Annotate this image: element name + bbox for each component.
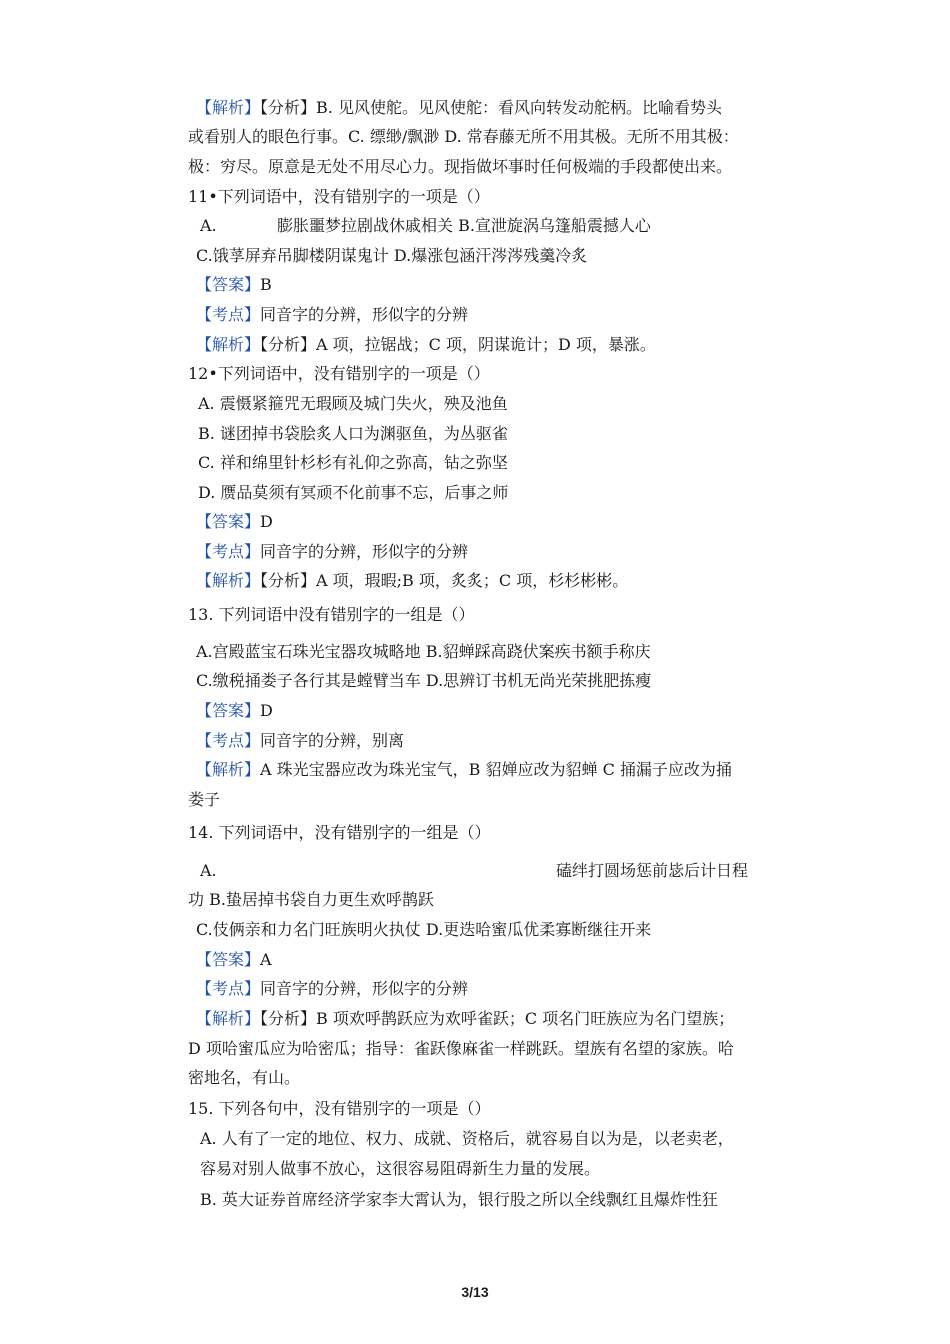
q14-analysis-line1 xyxy=(196,1008,734,1030)
answer-value: A xyxy=(260,950,272,969)
q10-analysis-line3: 极：穷尽。原意是无处不用尽心力。现指做坏事时任何极端的手段都使出来。 xyxy=(188,157,733,176)
answer-value: D xyxy=(260,512,273,531)
q13-options-cd: C.缴税捅娄子各行其是螳臂当车 D.思辨订书机无尚光荣挑肥拣瘦 xyxy=(196,671,652,690)
q13-analysis-line2: 娄子 xyxy=(188,790,221,809)
q14-option-a-b: 功 B.蛰居掉书袋自力更生欢呼鹊跃 xyxy=(188,890,434,909)
q13-analysis-line1 xyxy=(196,759,732,781)
q14-point xyxy=(196,978,468,1000)
q12-answer xyxy=(196,511,273,533)
q14-option-a-text: 磕绊打圆场惩前毖后计日程 xyxy=(556,861,749,880)
q15-option-a-line1: A. 人有了一定的地位、权力、成就、资格后，就容易自以为是，以老卖老， xyxy=(200,1129,734,1148)
analysis-text: 【分析】B. 见风使舵。见风使舵：看风向转发动舵柄。比喻看势头 xyxy=(260,98,722,117)
q11-options-cd: C.饿莩屏弃吊脚楼阴谋鬼计 D.爆涨包涵汗涔涔残羹冷炙 xyxy=(196,246,588,265)
answer-tag: 【答案】 xyxy=(196,950,261,969)
analysis-text: 【分析】A 项，拉锯战；C 项，阴谋诡计；D 项，暴涨。 xyxy=(260,335,656,354)
q12-option-a: A. 震慑紧箍咒无瑕顾及城门失火，殃及池鱼 xyxy=(198,394,508,413)
q11-analysis xyxy=(196,334,656,356)
point-text: 同音字的分辨，形似字的分辨 xyxy=(260,305,469,324)
q11-option-a-label: A. xyxy=(200,216,217,235)
q15-option-b-line1: B. 英大证券首席经济学家李大霄认为，银行股之所以全线飘红且爆炸性狂 xyxy=(200,1190,718,1209)
q13-stem: 13. 下列词语中没有错别字的一组是（） xyxy=(188,605,475,624)
q14-stem: 14. 下列词语中，没有错别字的一组是（） xyxy=(188,823,491,842)
q12-option-c: C. 祥和绵里针杉杉有礼仰之弥高，钻之弥坚 xyxy=(198,453,508,472)
q14-options-cd: C.伎俩亲和力名门旺族明火执仗 D.更迭哈蜜瓜优柔寡断继往开来 xyxy=(196,920,652,939)
answer-value: B xyxy=(260,275,272,294)
q13-answer xyxy=(196,700,273,722)
point-tag: 【考点】 xyxy=(196,731,261,750)
answer-tag: 【答案】 xyxy=(196,275,261,294)
q14-analysis-line2: D 项哈蜜瓜应为哈密瓜；指导：雀跃像麻雀一样跳跃。望族有名望的家族。哈 xyxy=(188,1039,734,1058)
q12-option-d: D. 赝品莫须有冥顽不化前事不忘，后事之师 xyxy=(198,483,509,502)
q11-options-ab: 膨胀噩梦拉剧战休戚相关 B.宣泄旋涡乌篷船震撼人心 xyxy=(277,216,651,235)
q15-stem: 15. 下列各句中，没有错别字的一项是（） xyxy=(188,1099,491,1118)
point-text: 同音字的分辨，形似字的分辨 xyxy=(260,979,469,998)
q12-analysis xyxy=(196,570,628,592)
q13-options-ab: A.宫殿蓝宝石珠光宝器攻城略地 B.貂蝉踩高跷伏案疾书额手称庆 xyxy=(196,642,651,661)
answer-tag: 【答案】 xyxy=(196,701,261,720)
q12-stem: 12•下列词语中，没有错别字的一项是（） xyxy=(188,364,490,383)
q10-analysis-line1 xyxy=(196,97,722,119)
q14-answer xyxy=(196,949,272,971)
q11-answer xyxy=(196,274,272,296)
analysis-tag: 【解析】 xyxy=(196,571,261,590)
q14-analysis-line3: 密地名，有山。 xyxy=(188,1068,301,1087)
q12-point xyxy=(196,541,468,563)
analysis-tag: 【解析】 xyxy=(196,760,261,779)
analysis-text: A 珠光宝器应改为珠光宝气，B 貂婵应改为貂蝉 C 捅漏子应改为捅 xyxy=(260,760,732,779)
point-tag: 【考点】 xyxy=(196,305,261,324)
q13-point xyxy=(196,730,404,752)
page-number: 3/13 xyxy=(461,1284,489,1300)
analysis-text: 【分析】B 项欢呼鹊跃应为欢呼雀跃；C 项名门旺族应为名门望族； xyxy=(260,1009,735,1028)
answer-tag: 【答案】 xyxy=(196,512,261,531)
q10-analysis-line2: 或看别人的眼色行事。C. 缥缈/飘渺 D. 常春藤无所不用其极。无所不用其极： xyxy=(188,127,739,146)
point-text: 同音字的分辨，形似字的分辨 xyxy=(260,542,469,561)
point-tag: 【考点】 xyxy=(196,542,261,561)
q11-point xyxy=(196,304,468,326)
q12-option-b: B. 谜团掉书袋脍炙人口为渊驱鱼，为丛驱雀 xyxy=(198,424,508,443)
analysis-tag: 【解析】 xyxy=(196,1009,261,1028)
q15-option-a-line2: 容易对别人做事不放心，这很容易阻碍新生力量的发展。 xyxy=(200,1159,601,1178)
point-tag: 【考点】 xyxy=(196,979,261,998)
q11-stem: 11•下列词语中，没有错别字的一项是（） xyxy=(188,187,490,206)
point-text: 同音字的分辨，别离 xyxy=(260,731,405,750)
q14-option-a-label: A. xyxy=(200,861,217,880)
answer-value: D xyxy=(260,701,273,720)
analysis-tag: 【解析】 xyxy=(196,335,261,354)
analysis-tag: 【解析】 xyxy=(196,98,261,117)
analysis-text: 【分析】A 项，瑕暇;B 项，炙炙；C 项，杉杉彬彬。 xyxy=(260,571,629,590)
